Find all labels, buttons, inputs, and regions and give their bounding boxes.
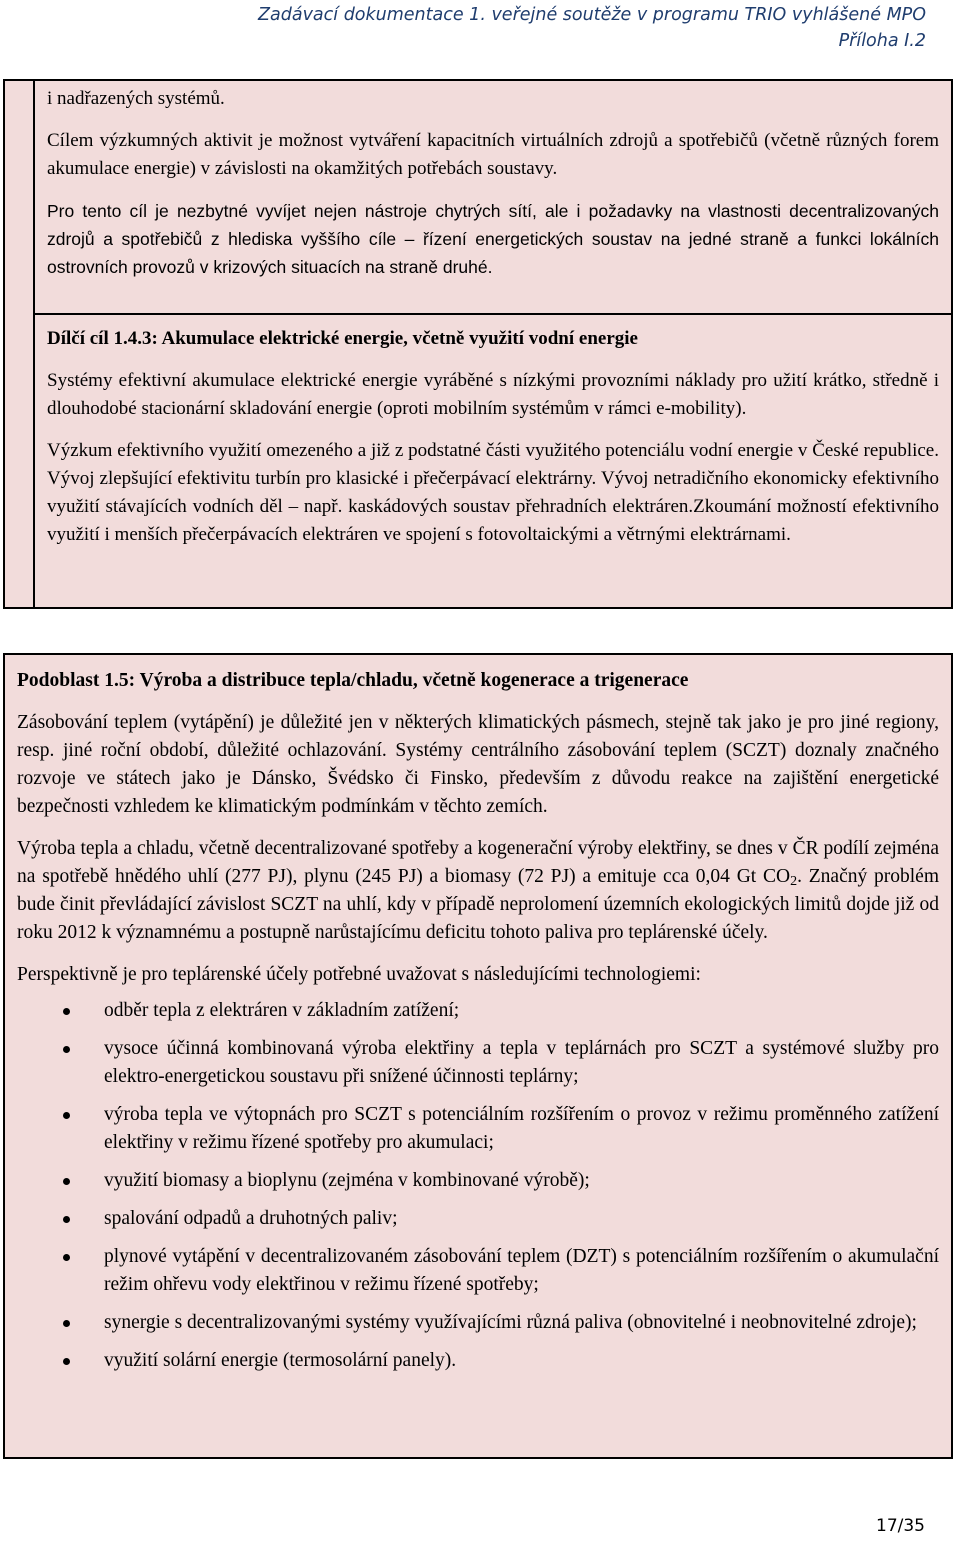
- paragraph: Cílem výzkumných aktivit je možnost vytváření kapacitních virtuálních zdrojů a spotřebičů (včetně různých forem akumulace energie) v závislosti na okamžitých potřebách soustavy.: [47, 130, 939, 179]
- bullet-icon: [63, 1358, 70, 1365]
- paragraph-part: Výroba tepla a chladu, včetně decentralizované spotřeby a kogenerační výroby elektřiny, se dnes v ČR podílí zejména na spotřebě hnědého uhlí (277 PJ), plynu (245 PJ) a biomasy (72 PJ) a emituje cca 0,04 Gt CO: [17, 838, 939, 887]
- subarea-heading: Podoblast 1.5: Výroba a distribuce tepla/chladu, včetně kogenerace a trigenerace: [17, 670, 689, 691]
- section-box-1-content: [47, 85, 939, 549]
- subgoal-heading: Dílčí cíl 1.4.3: Akumulace elektrické energie, včetně využití vodní energie: [47, 328, 638, 349]
- document-header: [258, 0, 926, 54]
- list-item-text: výroba tepla ve výtopnách pro SCZT s potenciálním rozšířením o provoz v režimu proměnného zatížení elektřiny v režimu řízené spotřeby pro akumulaci;: [104, 1104, 939, 1153]
- bullet-icon: [63, 1320, 70, 1327]
- header-title: Zadávací dokumentace 1. veřejné soutěže v programu TRIO vyhlášené MPO: [258, 5, 926, 25]
- list-item: [17, 1309, 939, 1337]
- section-box-1: [3, 79, 953, 609]
- paragraph: Perspektivně je pro teplárenské účely potřebné uvažovat s následujícími technologiemi:: [17, 964, 701, 985]
- paragraph: i nadřazených systémů.: [47, 88, 225, 109]
- list-item: [17, 1205, 939, 1233]
- paragraph: [17, 835, 939, 947]
- list-item-text: využití biomasy a bioplynu (zejména v kombinované výrobě);: [104, 1170, 590, 1191]
- list-item: [17, 997, 939, 1025]
- list-item: [17, 1347, 939, 1375]
- list-item-text: spalování odpadů a druhotných paliv;: [104, 1208, 398, 1229]
- list-item-text: synergie s decentralizovanými systémy využívajícími různá paliva (obnovitelné i neobnovitelné zdroje);: [104, 1312, 917, 1333]
- paragraph: Zásobování teplem (vytápění) je důležité jen v některých klimatických pásmech, stejně tak jako je pro jiné regiony, resp. jiné roční období, důležité ochlazování. Systémy centrálního zásobování teplem (SCZT) doznaly značného rozvoje ve státech jako je Dánsko, Švédsko či Finsko, především z důvodu reakce na zajištění energetické bezpečnosti vzhledem ke klimatickým podmínkám v těchto zemích.: [17, 712, 939, 817]
- bullet-icon: [63, 1254, 70, 1261]
- section-box-2-content: [17, 667, 939, 1385]
- paragraph: Pro tento cíl je nezbytné vyvíjet nejen nástroje chytrých sítí, ale i požadavky na vlastnosti decentralizovaných zdrojů a spotřebičů z hlediska vyššího cíle – řízení energetických soustav na jedné straně a funkci lokálních ostrovních provozů v krizových situacích na straně druhé.: [47, 201, 939, 277]
- paragraph: Systémy efektivní akumulace elektrické energie vyráběné s nízkými provozními náklady pro užití krátko, středně i dlouhodobé stacionární skladování energie (oproti mobilním systémům v rámci e-mobility).: [47, 370, 939, 419]
- list-item-text: odběr tepla z elektráren v základním zatížení;: [104, 1000, 460, 1021]
- bullet-icon: [63, 1112, 70, 1119]
- list-item-text: využití solární energie (termosolární panely).: [104, 1350, 457, 1371]
- subscript: 2: [790, 874, 798, 889]
- list-item: [17, 1101, 939, 1157]
- list-item-text: vysoce účinná kombinovaná výroba elektřiny a tepla v teplárnách pro SCZT a systémové služby pro elektro-energetickou soustavu při snížené účinnosti teplárny;: [104, 1038, 939, 1087]
- bullet-icon: [63, 1008, 70, 1015]
- page-number: 17/35: [876, 1516, 925, 1536]
- list-item: [17, 1243, 939, 1299]
- bullet-icon: [63, 1216, 70, 1223]
- paragraph: Výzkum efektivního využití omezeného a již z podstatné části využitého potenciálu vodní energie v České republice. Vývoj zlepšující efektivitu turbín pro klasické i přečerpávací elektrárny. Vývoj netradičního ekonomicky efektivního využití stávajících vodních děl – např. kaskádových soustav přehradních elektráren.Zkoumání možností efektivního využití i menších přečerpávacích elektráren ve spojení s fotovoltaickými a větrnými elektrárnami.: [47, 440, 939, 545]
- list-item-text: plynové vytápění v decentralizovaném zásobování teplem (DZT) s potenciálním rozšířením o akumulační režim ohřevu vody elektřinou v režimu řízené spotřeby;: [104, 1246, 939, 1295]
- technology-list: [17, 997, 939, 1375]
- section-box-2: [3, 653, 953, 1459]
- bullet-icon: [63, 1046, 70, 1053]
- list-item: [17, 1167, 939, 1195]
- list-item: [17, 1035, 939, 1091]
- bullet-icon: [63, 1178, 70, 1185]
- header-attachment: Příloha I.2: [838, 31, 926, 51]
- left-stripe: [5, 81, 35, 607]
- paragraph-part: . Značný problém bude činit převládající závislost SCZT na uhlí, kdy v případě neprolomení územních ekologických limitů dojde již od roku 2012 k významnému a postupně narůstajícímu deficitu tohoto paliva pro teplárenské účely.: [17, 866, 939, 943]
